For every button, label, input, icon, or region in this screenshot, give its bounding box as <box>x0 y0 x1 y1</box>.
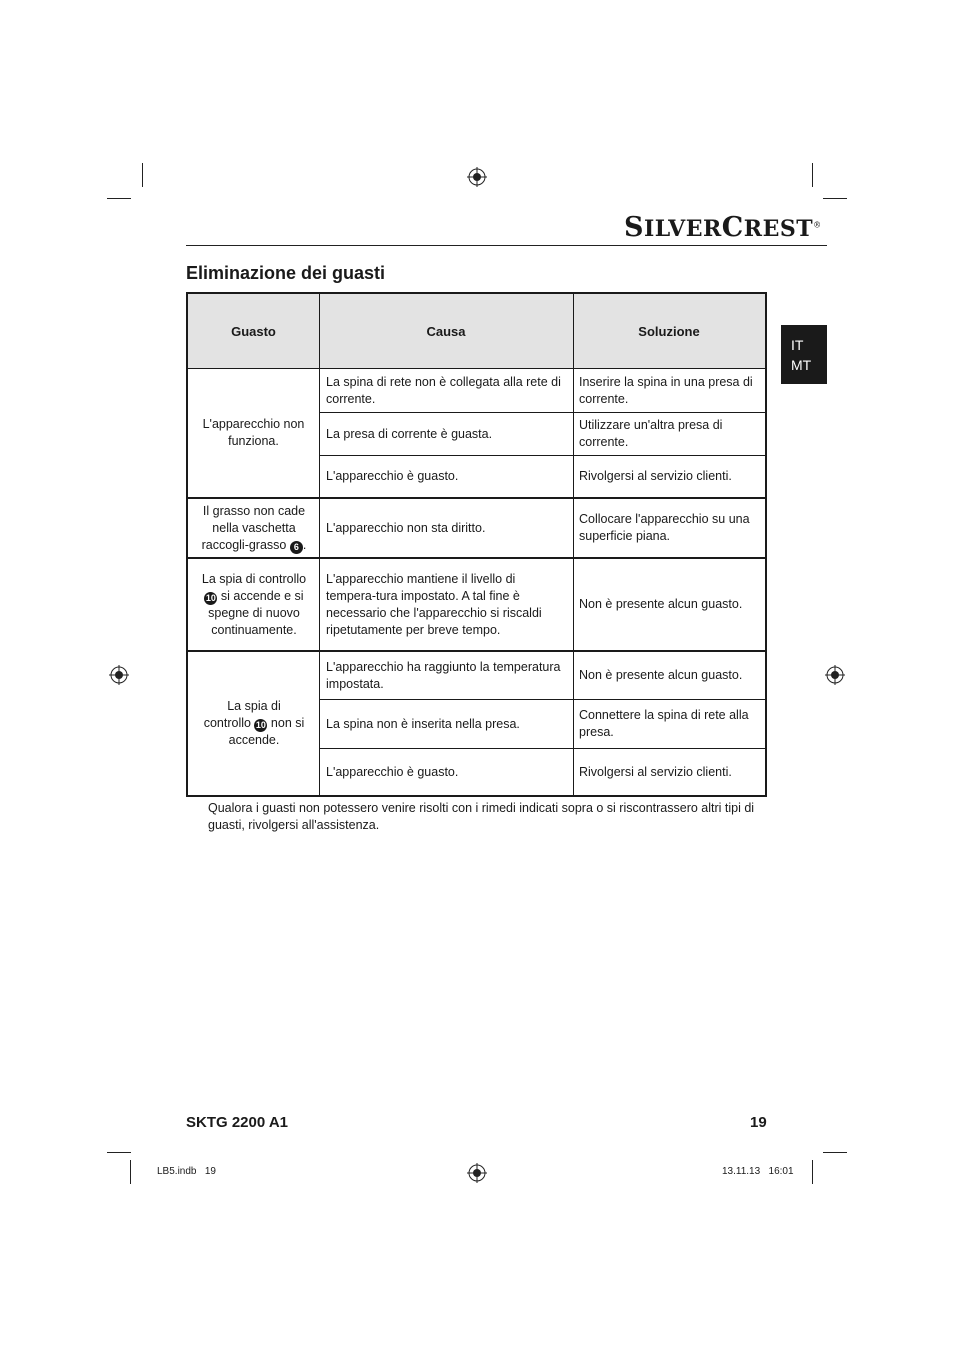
solution-cell: Connettere la spina di rete alla presa. <box>579 708 749 739</box>
crop-mark <box>107 1152 131 1153</box>
problem-text: Il grasso non cade nella vaschetta raccogli-grasso <box>201 503 306 552</box>
note-text: Qualora i guasti non potessero venire risolti con i rimedi indicati sopra o si riscontrassero altri tipi di guasti, rivolgersi all'assistenza. <box>208 801 755 832</box>
solution-cell: Rivolgersi al servizio clienti. <box>579 764 732 779</box>
part-number-icon: 10 <box>255 720 266 730</box>
problem-cell <box>202 652 306 795</box>
header-rule <box>186 245 827 246</box>
cause-cell: La spina di rete non è collegata alla rete di corrente. <box>326 374 561 406</box>
solution-cell: Non è presente alcun guasto. <box>579 668 743 682</box>
registration-mark-icon <box>109 665 129 685</box>
problem-text: La spia di controllo <box>203 699 281 730</box>
cause-cell: L'apparecchio mantiene il livello di tempera-tura impostato. A tal fine è necessario che l'apparecchio si riscaldi ripetutamente per breve tempo. <box>326 571 542 637</box>
cause-cell: La presa di corrente è guasta. <box>326 426 493 441</box>
registration-mark-icon <box>467 1163 487 1183</box>
cause-cell: L'apparecchio è guasto. <box>326 764 459 779</box>
troubleshooting-table <box>186 292 767 797</box>
crop-mark <box>823 1152 847 1153</box>
brand-initial: S <box>624 212 644 243</box>
slug-file: LB5.indb 19 <box>157 1166 216 1177</box>
crop-mark <box>812 163 813 187</box>
registration-mark-icon <box>825 665 845 685</box>
page-title: Eliminazione dei guasti <box>186 263 386 283</box>
language-code: MT <box>791 357 812 373</box>
language-code: IT <box>791 337 804 353</box>
cause-cell: La spina non è inserita nella presa. <box>326 716 520 731</box>
crop-mark <box>142 163 143 187</box>
brand-text: REST <box>743 216 814 242</box>
footer-model: SKTG 2200 A1 <box>186 1114 288 1131</box>
cause-cell: L'apparecchio non sta diritto. <box>326 520 486 535</box>
part-number-icon: 6 <box>290 541 303 554</box>
registered-mark: ® <box>813 220 822 230</box>
cause-cell: L'apparecchio è guasto. <box>326 469 459 483</box>
part-number-icon: 10 <box>205 592 216 603</box>
slug-date: 13.11.13 16:01 <box>722 1166 794 1177</box>
header-causa: Causa <box>426 324 466 339</box>
brand-initial: C <box>721 212 744 243</box>
brand-logo <box>624 212 822 243</box>
problem-text: La spia di controllo <box>201 571 307 586</box>
registration-mark-icon <box>467 167 487 187</box>
crop-mark <box>107 198 131 199</box>
problem-text: si accende e si spegne di nuovo continuamente. <box>208 588 304 637</box>
language-tab <box>781 325 827 384</box>
solution-cell: Utilizzare un'altra presa di corrente. <box>579 418 723 449</box>
solution-cell: Non è presente alcun guasto. <box>579 597 743 611</box>
header-soluzione: Soluzione <box>638 324 700 339</box>
cause-cell: L'apparecchio ha raggiunto la temperatura impostata. <box>326 659 561 691</box>
page-number: 19 <box>750 1114 767 1131</box>
problem-text: . <box>302 537 307 552</box>
crop-mark <box>130 1160 131 1184</box>
problem-cell <box>200 559 308 650</box>
column-divider <box>319 294 320 795</box>
solution-cell: Collocare l'apparecchio su una superficie piana. <box>579 512 750 543</box>
solution-cell: Inserire la spina in una presa di corrente. <box>579 374 753 406</box>
problem-cell <box>198 369 309 497</box>
column-divider <box>573 294 574 795</box>
brand-text: ILVER <box>644 216 722 242</box>
crop-mark <box>823 198 847 199</box>
problem-cell <box>196 499 312 557</box>
crop-mark <box>812 1160 813 1184</box>
header-guasto: Guasto <box>231 324 276 339</box>
problem-text: L'apparecchio non funziona. <box>202 417 305 448</box>
solution-cell: Rivolgersi al servizio clienti. <box>579 469 732 483</box>
problem-text: non si accende. <box>228 716 305 747</box>
